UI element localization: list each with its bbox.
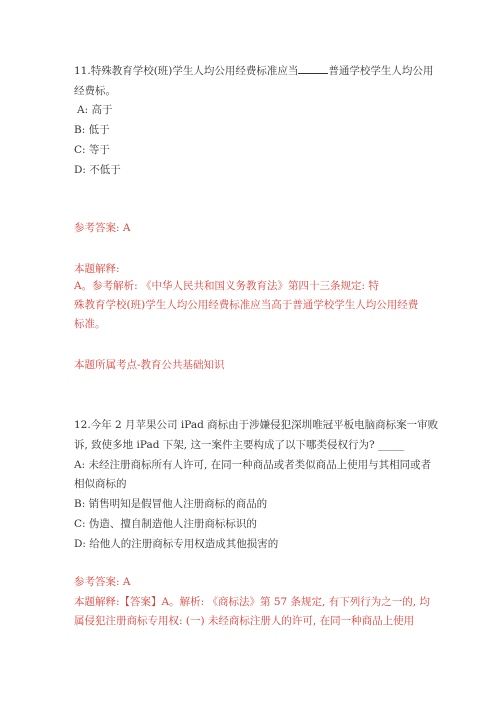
q12-answer: 参考答案: A <box>74 576 131 588</box>
q11-option-c: C: 等于 <box>74 144 110 156</box>
q12-option-c: C: 伪造、擅自制造他人注册商标标识的 <box>74 518 257 530</box>
q11-stem-line-2: 经费标。 <box>74 85 116 97</box>
q12-stem-line-1: 12.今年 2 月苹果公司 iPad 商标由于涉嫌侵犯深圳唯冠平板电脑商标案一审败 <box>74 419 439 431</box>
q12-explain-line-1: 本题解释:【答案】A。解析: 《商标法》第 57 条规定, 有下列行为之一的, 均 <box>74 596 430 608</box>
q11-stem-before-blank: 11.特殊教育学校(班)学生人均公用经费标准应当 <box>74 65 299 77</box>
q12-option-a-line-2: 相似商标的 <box>74 478 127 490</box>
q11-explain-line-2: 殊教育学校(班)学生人均公用经费标准应当高于普通学校学生人均公用经费 <box>74 299 419 311</box>
q11-stem-line-1 <box>74 64 444 78</box>
q11-option-d: D: 不低于 <box>74 164 121 176</box>
q11-explain-title: 本题解释: <box>74 263 120 275</box>
q12-option-d: D: 给他人的注册商标专用权造成其他损害的 <box>74 538 279 550</box>
q12-stem-line-2: 诉, 致使多地 iPad 下架, 这一案件主要构成了以下哪类侵权行为? _____ <box>74 439 405 451</box>
q11-stem-after-blank: 普通学校学生人均公用 <box>328 65 434 77</box>
q11-option-b: B: 低于 <box>74 124 110 136</box>
q12-explain-line-2: 属侵犯注册商标专用权: (一) 未经商标注册人的许可, 在同一种商品上使用 <box>74 615 415 627</box>
q11-option-a: A: 高于 <box>77 104 113 116</box>
q11-explain-line-1: A。参考解析: 《中华人民共和国义务教育法》第四十三条规定: 特 <box>74 280 379 292</box>
q11-answer: 参考答案: A <box>74 222 131 234</box>
q11-knowledge-point: 本题所属考点-教育公共基础知识 <box>74 359 225 371</box>
q11-blank <box>298 64 328 74</box>
q11-explain-line-3: 标准。 <box>74 318 106 330</box>
q12-option-a-line-1: A: 未经注册商标所有人许可, 在同一种商品或者类似商品上使用与其相同或者 <box>74 459 432 471</box>
q12-option-b: B: 销售明知是假冒他人注册商标的商品的 <box>74 498 268 510</box>
